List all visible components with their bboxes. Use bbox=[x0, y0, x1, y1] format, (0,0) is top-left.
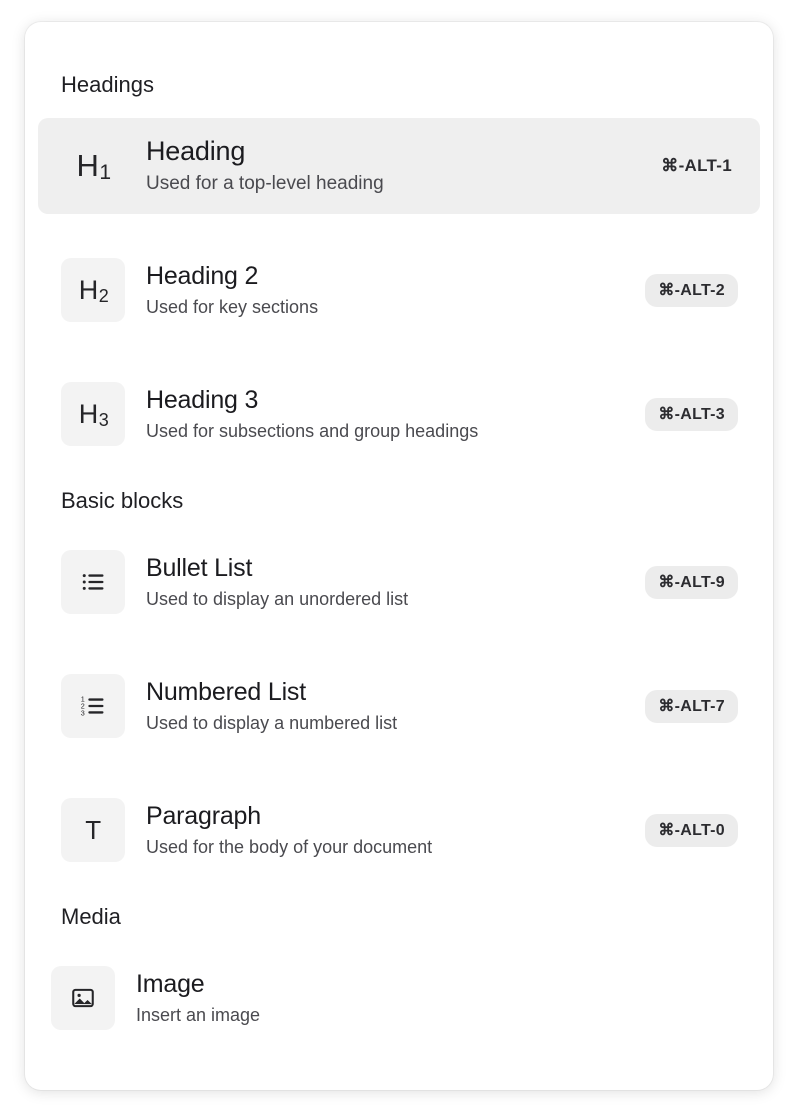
menu-item-numbered-list[interactable] bbox=[38, 658, 760, 754]
menu-item-numbered-list-text bbox=[125, 678, 645, 734]
menu-item-heading-2[interactable] bbox=[38, 242, 760, 338]
heading-1-icon-level: 1 bbox=[99, 161, 111, 184]
menu-item-title: Image bbox=[136, 970, 205, 998]
menu-item-shortcut: ⌘-ALT-1 bbox=[661, 155, 732, 175]
menu-item-title: Numbered List bbox=[146, 678, 306, 706]
menu-item-shortcut: ⌘-ALT-2 bbox=[645, 274, 738, 307]
heading-3-icon-level: 3 bbox=[98, 409, 109, 430]
menu-section-basic-blocks bbox=[25, 462, 773, 878]
menu-item-paragraph[interactable] bbox=[38, 782, 760, 878]
menu-item-subtitle: Used for key sections bbox=[146, 296, 319, 317]
menu-item-subtitle: Used for subsections and group headings bbox=[146, 420, 479, 441]
menu-item-subtitle: Used for a top-level heading bbox=[146, 173, 384, 195]
menu-item-title: Heading 2 bbox=[146, 262, 259, 290]
menu-item-subtitle: Used to display a numbered list bbox=[146, 712, 398, 733]
block-type-menu bbox=[25, 22, 773, 1090]
menu-section-headings bbox=[25, 22, 773, 462]
image-icon bbox=[51, 966, 115, 1030]
menu-item-subtitle: Used for the body of your document bbox=[146, 836, 433, 857]
menu-item-title: Bullet List bbox=[146, 554, 253, 582]
menu-item-heading-2-text bbox=[125, 262, 645, 318]
heading-2-icon-level: 2 bbox=[98, 285, 109, 306]
section-label-basic-blocks: Basic blocks bbox=[61, 488, 184, 513]
menu-item-title: Heading bbox=[146, 136, 246, 167]
heading-3-icon bbox=[61, 382, 125, 446]
menu-item-image[interactable] bbox=[38, 950, 760, 1046]
menu-section-media bbox=[25, 878, 773, 1046]
menu-item-heading-1[interactable] bbox=[38, 118, 760, 214]
svg-text:2: 2 bbox=[80, 701, 85, 711]
heading-2-icon bbox=[61, 258, 125, 322]
menu-item-subtitle: Used to display an unordered list bbox=[146, 588, 409, 609]
menu-item-paragraph-text bbox=[125, 802, 645, 858]
section-label-media: Media bbox=[61, 904, 121, 929]
menu-item-subtitle: Insert an image bbox=[136, 1004, 261, 1025]
paragraph-icon-letter: T bbox=[85, 814, 101, 845]
bullet-list-icon bbox=[61, 550, 125, 614]
menu-item-title: Paragraph bbox=[146, 802, 261, 830]
numbered-list-icon bbox=[61, 674, 125, 738]
menu-item-image-text bbox=[115, 970, 738, 1026]
heading-1-icon-letter: H bbox=[76, 148, 99, 183]
svg-text:1: 1 bbox=[80, 694, 85, 704]
menu-item-bullet-list[interactable] bbox=[38, 534, 760, 630]
menu-item-heading-3[interactable] bbox=[38, 366, 760, 462]
menu-item-shortcut: ⌘-ALT-3 bbox=[645, 398, 738, 431]
heading-1-icon bbox=[61, 134, 125, 198]
svg-text:3: 3 bbox=[80, 708, 85, 718]
section-label-headings: Headings bbox=[61, 72, 154, 97]
menu-item-shortcut: ⌘-ALT-9 bbox=[645, 566, 738, 599]
heading-3-icon-letter: H bbox=[78, 398, 98, 429]
heading-2-icon-letter: H bbox=[78, 274, 98, 305]
menu-item-bullet-list-text bbox=[125, 554, 645, 610]
menu-item-heading-1-text bbox=[125, 136, 648, 196]
paragraph-icon bbox=[61, 798, 125, 862]
menu-item-shortcut: ⌘-ALT-7 bbox=[645, 690, 738, 723]
menu-item-title: Heading 3 bbox=[146, 386, 259, 414]
menu-item-heading-3-text bbox=[125, 386, 645, 442]
menu-item-shortcut: ⌘-ALT-0 bbox=[645, 814, 738, 847]
